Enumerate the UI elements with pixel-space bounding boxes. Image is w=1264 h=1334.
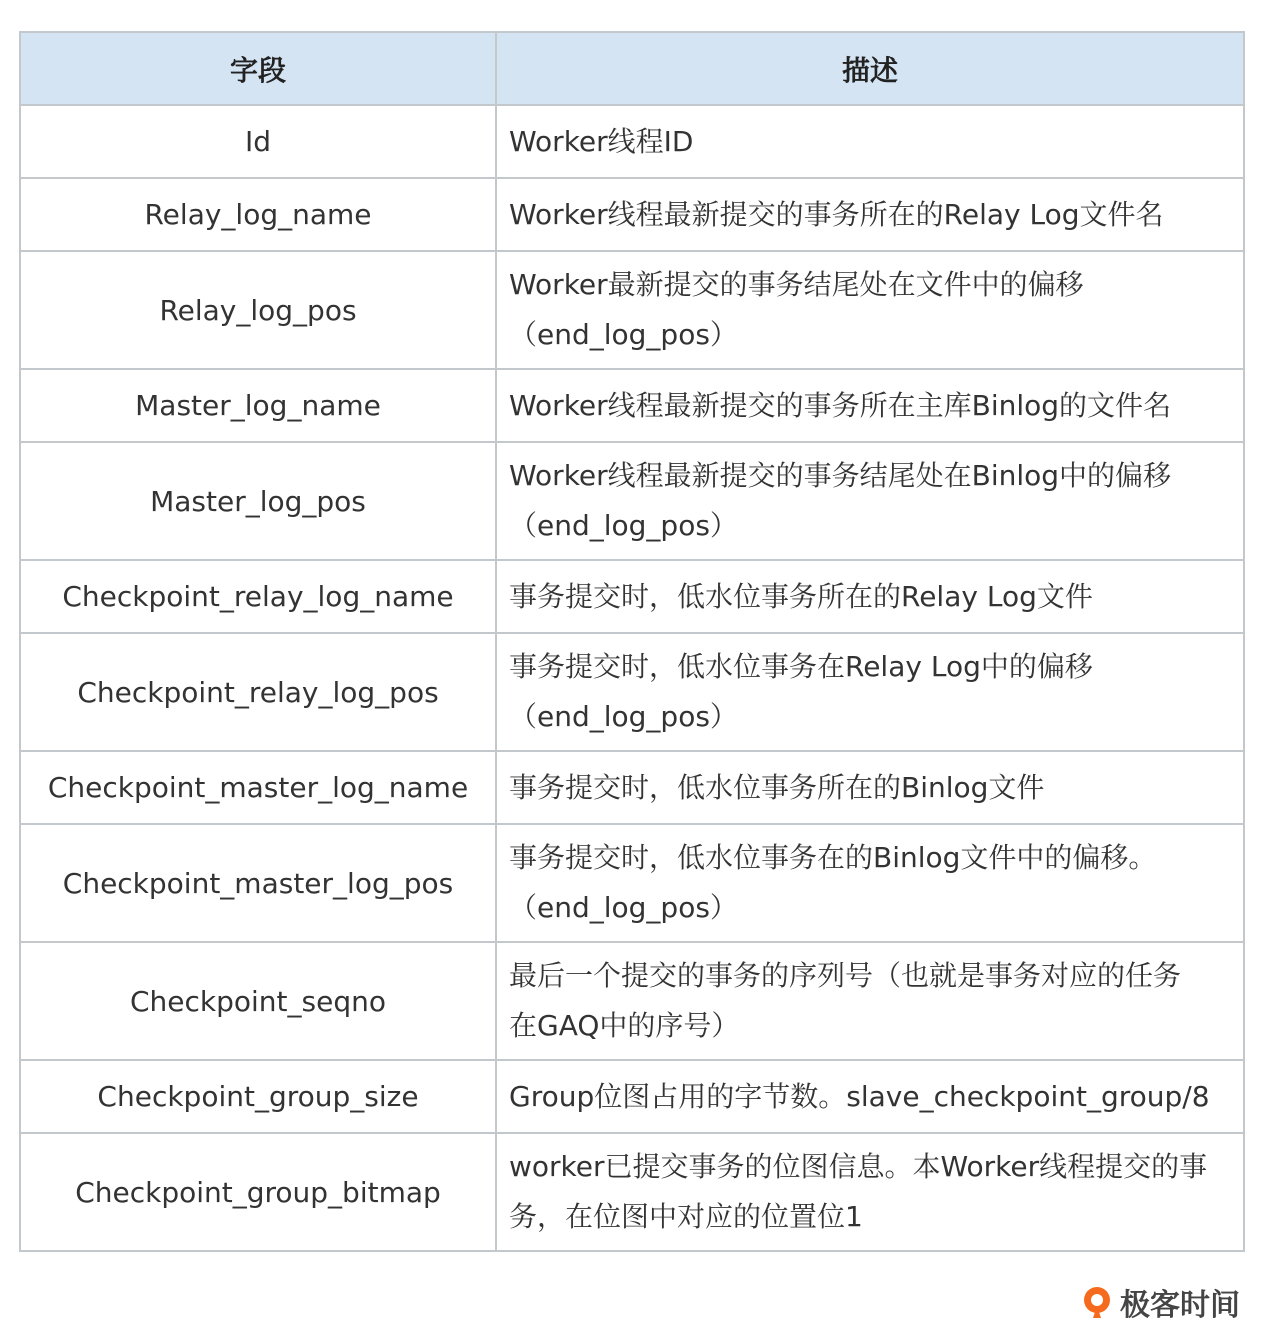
- table-row: [20, 751, 1244, 824]
- table-row: [20, 824, 1244, 942]
- desc-line: 事务提交时，低水位事务在Relay Log中的偏移: [509, 650, 1093, 683]
- desc-line: Group位图占用的字节数。slave_checkpoint_group/8: [509, 1079, 1210, 1113]
- field-description: [496, 633, 1244, 751]
- field-name: Relay_log_pos: [20, 251, 496, 369]
- field-description: [496, 560, 1244, 633]
- field-description-table: [19, 31, 1245, 1252]
- desc-line: 务，在位图中对应的位置位1: [509, 1200, 863, 1233]
- field-description: [496, 178, 1244, 251]
- table-row: [20, 442, 1244, 560]
- desc-line: 最后一个提交的事务的序列号（也就是事务对应的任务: [509, 959, 1182, 992]
- field-name: Checkpoint_relay_log_pos: [20, 633, 496, 751]
- field-name: Master_log_name: [20, 369, 496, 442]
- field-description: [496, 942, 1244, 1060]
- field-description: [496, 251, 1244, 369]
- field-name: Checkpoint_seqno: [20, 942, 496, 1060]
- desc-line: （end_log_pos）: [509, 700, 738, 733]
- watermark-brand-text: 极客时间: [1120, 1288, 1240, 1323]
- table-row: [20, 251, 1244, 369]
- geektime-watermark: [1080, 1280, 1240, 1324]
- field-description: [496, 1133, 1244, 1251]
- field-name: Checkpoint_group_bitmap: [20, 1133, 496, 1251]
- field-name: Master_log_pos: [20, 442, 496, 560]
- field-name: Checkpoint_group_size: [20, 1060, 496, 1133]
- field-name: Id: [20, 105, 496, 178]
- desc-line: （end_log_pos）: [509, 891, 738, 924]
- desc-line: 事务提交时，低水位事务所在的Relay Log文件: [509, 579, 1093, 613]
- field-description: [496, 369, 1244, 442]
- field-name: Checkpoint_master_log_name: [20, 751, 496, 824]
- desc-line: Worker线程最新提交的事务结尾处在Binlog中的偏移: [509, 459, 1172, 492]
- table-row: [20, 178, 1244, 251]
- table-row: [20, 633, 1244, 751]
- table-row: [20, 942, 1244, 1060]
- desc-line: Worker线程ID: [509, 124, 694, 158]
- desc-line: Worker线程最新提交的事务所在的Relay Log文件名: [509, 197, 1164, 231]
- geektime-logo-icon: [1080, 1285, 1114, 1319]
- table-header-row: [20, 32, 1244, 105]
- table-row: [20, 560, 1244, 633]
- desc-line: 在GAQ中的序号）: [509, 1009, 740, 1042]
- field-description: [496, 824, 1244, 942]
- header-description: 描述: [496, 32, 1244, 105]
- header-field: 字段: [20, 32, 496, 105]
- field-description: [496, 751, 1244, 824]
- desc-line: worker已提交事务的位图信息。本Worker线程提交的事: [509, 1150, 1208, 1183]
- desc-line: （end_log_pos）: [509, 318, 738, 351]
- desc-line: Worker线程最新提交的事务所在主库Binlog的文件名: [509, 388, 1172, 422]
- desc-line: 事务提交时，低水位事务所在的Binlog文件: [509, 770, 1045, 804]
- field-description: [496, 1060, 1244, 1133]
- table-row: [20, 369, 1244, 442]
- desc-line: （end_log_pos）: [509, 509, 738, 542]
- field-description: [496, 442, 1244, 560]
- field-name: Relay_log_name: [20, 178, 496, 251]
- field-description: [496, 105, 1244, 178]
- table-row: [20, 1133, 1244, 1251]
- table-row: [20, 105, 1244, 178]
- desc-line: Worker最新提交的事务结尾处在文件中的偏移: [509, 268, 1084, 301]
- field-name: Checkpoint_master_log_pos: [20, 824, 496, 942]
- desc-line: 事务提交时，低水位事务在的Binlog文件中的偏移。: [509, 841, 1157, 874]
- table-row: [20, 1060, 1244, 1133]
- field-name: Checkpoint_relay_log_name: [20, 560, 496, 633]
